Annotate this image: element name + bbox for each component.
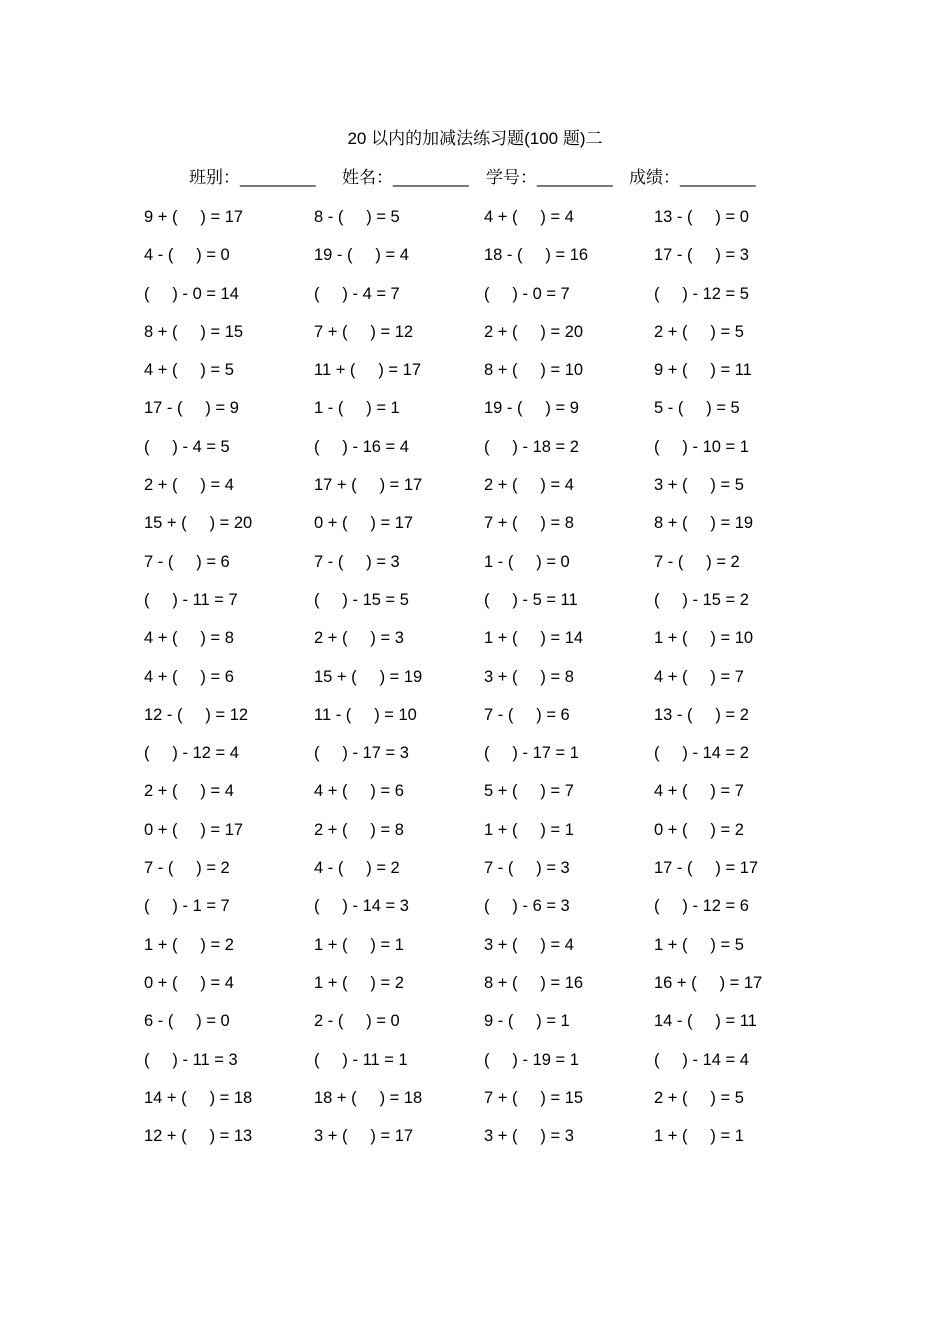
score-field: 成绩：________ <box>629 168 756 187</box>
math-problem: 12 + ( ) = 13 <box>144 1127 253 1146</box>
math-problem: 3 + ( ) = 17 <box>314 1127 414 1146</box>
math-problem: 3 + ( ) = 8 <box>484 667 574 686</box>
math-problem: 1 + ( ) = 1 <box>484 820 574 839</box>
math-problem: 2 + ( ) = 8 <box>314 820 404 839</box>
math-problem: 4 - ( ) = 0 <box>144 246 230 265</box>
student-info-row <box>189 166 789 190</box>
math-problem: 0 + ( ) = 17 <box>144 820 244 839</box>
problem-row <box>144 282 824 320</box>
problem-grid <box>144 205 824 1162</box>
math-problem: 0 + ( ) = 4 <box>144 973 234 992</box>
math-problem: 9 - ( ) = 1 <box>484 1012 570 1031</box>
math-problem: 7 - ( ) = 2 <box>654 552 740 571</box>
math-problem: 8 - ( ) = 5 <box>314 208 400 226</box>
math-problem: 16 + ( ) = 17 <box>654 973 763 992</box>
worksheet-title: 20 以内的加减法练习题(100 题)二 <box>347 129 603 148</box>
math-problem: 1 - ( ) = 0 <box>484 552 570 571</box>
math-problem: 1 - ( ) = 1 <box>314 399 400 418</box>
math-problem: ( ) - 5 = 11 <box>484 590 578 609</box>
math-problem: 5 + ( ) = 7 <box>484 782 574 801</box>
problem-row <box>144 473 824 511</box>
math-problem: ( ) - 0 = 14 <box>144 284 239 303</box>
math-problem: 2 - ( ) = 0 <box>314 1012 400 1031</box>
math-problem: ( ) - 1 = 7 <box>144 897 230 916</box>
math-problem: 2 + ( ) = 4 <box>144 476 234 495</box>
math-problem: 11 - ( ) = 10 <box>314 705 417 724</box>
math-problem: ( ) - 14 = 2 <box>654 744 749 763</box>
math-problem: 6 - ( ) = 0 <box>144 1012 230 1031</box>
problem-row <box>144 703 824 741</box>
problem-row <box>144 933 824 971</box>
math-problem: 1 + ( ) = 10 <box>654 629 754 648</box>
problem-row <box>144 894 824 932</box>
math-problem: 7 - ( ) = 6 <box>144 552 230 571</box>
problem-row <box>144 588 824 626</box>
math-problem: ( ) - 16 = 4 <box>314 437 409 456</box>
math-problem: 2 + ( ) = 5 <box>654 1088 744 1107</box>
problem-row <box>144 396 824 434</box>
student-number-field: 学号：________ <box>486 168 613 187</box>
math-problem: 0 + ( ) = 2 <box>654 820 744 839</box>
math-problem: 9 + ( ) = 17 <box>144 208 244 226</box>
math-problem: ( ) - 15 = 5 <box>314 590 409 609</box>
math-problem: 18 + ( ) = 18 <box>314 1088 423 1107</box>
math-problem: 8 + ( ) = 19 <box>654 514 754 533</box>
math-problem: 4 + ( ) = 7 <box>654 782 744 801</box>
math-problem: ( ) - 18 = 2 <box>484 437 579 456</box>
math-problem: 7 + ( ) = 15 <box>484 1088 584 1107</box>
math-problem: 5 - ( ) = 5 <box>654 399 740 418</box>
math-problem: 1 + ( ) = 5 <box>654 935 744 954</box>
math-problem: ( ) - 10 = 1 <box>654 437 749 456</box>
math-problem: 0 + ( ) = 17 <box>314 514 414 533</box>
problem-row <box>144 1086 824 1124</box>
math-problem: 1 + ( ) = 1 <box>654 1127 744 1146</box>
problem-row <box>144 818 824 856</box>
problem-row <box>144 626 824 664</box>
math-problem: ( ) - 4 = 5 <box>144 437 230 456</box>
math-problem: 8 + ( ) = 15 <box>144 322 244 341</box>
math-problem: ( ) - 14 = 4 <box>654 1050 749 1069</box>
math-problem: 15 + ( ) = 20 <box>144 514 253 533</box>
problem-row <box>144 1048 824 1086</box>
math-problem: 4 + ( ) = 6 <box>144 667 234 686</box>
problem-row <box>144 243 824 281</box>
math-problem: 12 - ( ) = 12 <box>144 705 249 724</box>
math-problem: ( ) - 6 = 3 <box>484 897 570 916</box>
problem-row <box>144 550 824 588</box>
math-problem: ( ) - 17 = 1 <box>484 744 579 763</box>
math-problem: 7 + ( ) = 12 <box>314 322 414 341</box>
math-problem: ( ) - 0 = 7 <box>484 284 570 303</box>
math-problem: 4 + ( ) = 8 <box>144 629 234 648</box>
problem-row <box>144 779 824 817</box>
math-problem: ( ) - 4 = 7 <box>314 284 400 303</box>
math-problem: 14 + ( ) = 18 <box>144 1088 253 1107</box>
math-problem: 1 + ( ) = 1 <box>314 935 404 954</box>
math-problem: 4 + ( ) = 7 <box>654 667 744 686</box>
math-problem: 7 + ( ) = 8 <box>484 514 574 533</box>
problem-row <box>144 511 824 549</box>
math-problem: 18 - ( ) = 16 <box>484 246 589 265</box>
math-problem: 4 + ( ) = 5 <box>144 361 234 380</box>
math-problem: 3 + ( ) = 5 <box>654 476 744 495</box>
math-problem: 9 + ( ) = 11 <box>654 361 752 380</box>
math-problem: 17 + ( ) = 17 <box>314 476 423 495</box>
math-problem: 8 + ( ) = 16 <box>484 973 584 992</box>
math-problem: 14 - ( ) = 11 <box>654 1012 757 1031</box>
math-problem: ( ) - 12 = 5 <box>654 284 749 303</box>
math-problem: 2 + ( ) = 4 <box>144 782 234 801</box>
math-problem: 2 + ( ) = 3 <box>314 629 404 648</box>
math-problem: 3 + ( ) = 4 <box>484 935 574 954</box>
class-field: 班别：________ <box>189 168 316 187</box>
math-problem: 7 - ( ) = 3 <box>484 859 570 878</box>
math-problem: 13 - ( ) = 0 <box>654 208 749 226</box>
math-problem: 2 + ( ) = 4 <box>484 476 574 495</box>
problem-row <box>144 205 824 243</box>
math-problem: ( ) - 11 = 3 <box>144 1050 238 1069</box>
math-problem: 17 - ( ) = 9 <box>144 399 239 418</box>
problem-row <box>144 1124 824 1162</box>
math-problem: ( ) - 15 = 2 <box>654 590 749 609</box>
math-problem: 1 + ( ) = 14 <box>484 629 584 648</box>
problem-row <box>144 358 824 396</box>
problem-row <box>144 665 824 703</box>
math-problem: 11 + ( ) = 17 <box>314 361 422 380</box>
math-problem: 17 - ( ) = 3 <box>654 246 749 265</box>
math-problem: 13 - ( ) = 2 <box>654 705 749 724</box>
math-problem: ( ) - 19 = 1 <box>484 1050 579 1069</box>
problem-row <box>144 320 824 358</box>
math-problem: 4 + ( ) = 4 <box>484 208 574 226</box>
math-problem: 4 - ( ) = 2 <box>314 859 400 878</box>
math-problem: 15 + ( ) = 19 <box>314 667 423 686</box>
math-problem: ( ) - 14 = 3 <box>314 897 409 916</box>
math-problem: 8 + ( ) = 10 <box>484 361 584 380</box>
name-field: 姓名：________ <box>342 168 469 187</box>
problem-row <box>144 856 824 894</box>
math-problem: ( ) - 17 = 3 <box>314 744 409 763</box>
math-problem: 1 + ( ) = 2 <box>144 935 234 954</box>
problem-row <box>144 741 824 779</box>
math-problem: 2 + ( ) = 5 <box>654 322 744 341</box>
math-problem: ( ) - 11 = 7 <box>144 590 238 609</box>
problem-row <box>144 971 824 1009</box>
math-problem: ( ) - 12 = 4 <box>144 744 239 763</box>
problem-row <box>144 1009 824 1047</box>
math-problem: 4 + ( ) = 6 <box>314 782 404 801</box>
math-problem: 1 + ( ) = 2 <box>314 973 404 992</box>
math-problem: 2 + ( ) = 20 <box>484 322 584 341</box>
math-problem: 17 - ( ) = 17 <box>654 859 759 878</box>
math-problem: 19 - ( ) = 9 <box>484 399 579 418</box>
math-problem: 19 - ( ) = 4 <box>314 246 409 265</box>
math-problem: 7 - ( ) = 3 <box>314 552 400 571</box>
problem-row <box>144 435 824 473</box>
math-problem: ( ) - 11 = 1 <box>314 1050 408 1069</box>
math-problem: 7 - ( ) = 2 <box>144 859 230 878</box>
math-problem: 3 + ( ) = 3 <box>484 1127 574 1146</box>
math-problem: ( ) - 12 = 6 <box>654 897 749 916</box>
math-problem: 7 - ( ) = 6 <box>484 705 570 724</box>
